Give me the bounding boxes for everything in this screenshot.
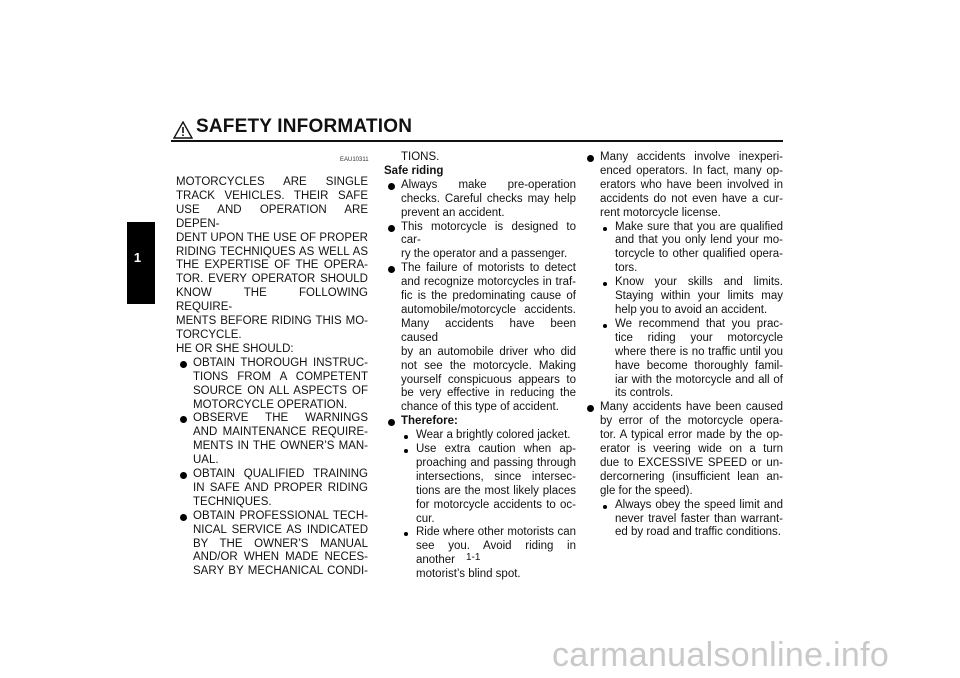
text-line: automobile/motorcycle accidents. [401, 303, 576, 316]
text-line: TIONS FROM A COMPETENT [193, 370, 368, 383]
safety-item [583, 151, 783, 221]
text-line: The failure of motorists to detect [401, 262, 576, 275]
text-line: Always obey the speed limit and [615, 498, 783, 511]
requirement-item [176, 357, 368, 413]
text-line: erators who have been involved in [600, 178, 783, 191]
column-1 [176, 176, 368, 579]
text-line: IN SAFE AND PROPER RIDING [193, 481, 368, 494]
text-line: rent motorcycle license. [600, 206, 721, 219]
text-line: Make sure that you are qualified [615, 220, 783, 233]
text-line: by error of the motorcycle opera- [600, 415, 783, 428]
text-line: Staying within your limits may [615, 290, 783, 303]
text-line: torcycle to other qualified opera- [615, 248, 783, 261]
text-line: cur. [416, 512, 435, 525]
text-line: AND/OR WHEN MADE NECES- [193, 551, 368, 564]
text-line: accidents do not even have a cur- [600, 192, 783, 205]
therefore-label: Therefore: [401, 415, 458, 428]
text-line: Always make pre-operation [401, 178, 576, 191]
requirement-item [176, 412, 368, 468]
intro-line: USE AND OPERATION ARE DEPEN- [176, 203, 368, 230]
bullet-icon [388, 183, 395, 190]
column-2 [384, 151, 576, 582]
chapter-tab [127, 222, 155, 304]
text-line: see you. Avoid riding in another [416, 540, 576, 567]
section-header [171, 116, 783, 142]
intro-line: MOTORCYCLES ARE SINGLE [176, 176, 368, 188]
requirement-item [176, 468, 368, 510]
text-line: TECHNIQUES. [193, 495, 272, 508]
text-line: prevent an accident. [401, 206, 505, 219]
bullet-icon [180, 416, 187, 423]
text-line: where there is no traffic until you [615, 345, 783, 358]
bullet-icon [180, 472, 187, 479]
sub-list-item [583, 499, 783, 541]
text-line: AND MAINTENANCE REQUIRE- [193, 426, 368, 439]
bullet-icon [587, 155, 594, 162]
sub-bullet-icon [603, 505, 607, 509]
text-line: have become thoroughly famil- [615, 359, 783, 372]
sub-list-item [583, 221, 783, 277]
text-line: dercornering (insufficient lean an- [600, 470, 783, 483]
page-number: 1-1 [466, 552, 481, 563]
intro-line: TRACK VEHICLES. THEIR SAFE [176, 189, 368, 202]
text-line: due to EXCESSIVE SPEED or un- [600, 456, 783, 469]
safety-item [384, 221, 576, 263]
intro-line: TORCYCLE. [176, 328, 242, 341]
header-rule [171, 140, 783, 142]
text-line: checks. Careful checks may help [401, 192, 576, 205]
watermark: carmanualsonline.info [552, 636, 890, 674]
sub-bullet-icon [603, 282, 607, 286]
intro-line: KNOW THE FOLLOWING REQUIRE- [176, 287, 368, 314]
sub-bullet-icon [404, 532, 408, 536]
intro-line: RIDING TECHNIQUES AS WELL AS [176, 245, 368, 258]
text-line: Use extra caution when ap- [416, 443, 576, 456]
bullet-icon [180, 361, 187, 368]
text-line: fic is the predominating cause of [401, 290, 576, 303]
bullet-icon [388, 225, 395, 232]
text-line: SOURCE ON ALL ASPECTS OF [193, 384, 368, 397]
section-heading: Safe riding [384, 164, 444, 177]
text-line: tice riding your motorcycle [615, 331, 783, 344]
text-line: and recognize motorcycles in traf- [401, 276, 576, 289]
text-line: Know your skills and limits. [615, 276, 783, 289]
sub-list-item [384, 429, 576, 443]
text-line: motorist’s blind spot. [416, 568, 521, 581]
sub-bullet-icon [404, 435, 408, 439]
text-line: ry the operator and a passenger. [401, 248, 568, 261]
text-line: gle for the speed). [600, 484, 693, 497]
text-line: SARY BY MECHANICAL CONDI- [193, 565, 368, 578]
safety-item [384, 179, 576, 221]
text-line: enced operators. In fact, many op- [600, 164, 783, 177]
text-line: never travel faster than warrant- [615, 512, 783, 525]
continuation-text: TIONS. [401, 151, 440, 163]
text-line: for motorcycle accidents to oc- [416, 498, 576, 511]
text-line: yourself conspicuous appears to [401, 373, 576, 386]
text-line: tor. A typical error made by the op- [600, 429, 783, 442]
sub-list-item [384, 443, 576, 526]
text-line: its controls. [615, 387, 674, 400]
text-line: MOTORCYCLE OPERATION. [193, 398, 348, 411]
text-line: OBTAIN PROFESSIONAL TECH- [193, 509, 368, 522]
intro-line: TOR. EVERY OPERATOR SHOULD [176, 273, 368, 286]
column-3 [583, 151, 783, 540]
text-line: UAL. [193, 454, 219, 467]
text-line: be very effective in reducing the [401, 387, 576, 400]
text-line: Many accidents involve inexperi- [600, 151, 783, 163]
intro-line: MENTS BEFORE RIDING THIS MO- [176, 315, 368, 328]
intro-line: THE EXPERTISE OF THE OPERA- [176, 259, 368, 272]
text-line: This motorcycle is designed to car- [401, 220, 576, 247]
therefore-item [384, 415, 576, 429]
text-line: erator is veering wide on a turn [600, 443, 783, 456]
text-line: by an automobile driver who did [401, 345, 576, 358]
text-line: not see the motorcycle. Making [401, 359, 576, 372]
text-line: tors. [615, 262, 638, 275]
text-line: help you to avoid an accident. [615, 303, 768, 316]
text-line: chance of this type of accident. [401, 401, 559, 414]
text-line: NICAL SERVICE AS INDICATED [193, 523, 368, 536]
bullet-icon [388, 419, 395, 426]
text-line: Many accidents have been caused [401, 317, 576, 344]
warning-triangle-icon [173, 121, 193, 139]
text-line: ed by road and traffic conditions. [615, 526, 782, 539]
sub-list-item [583, 276, 783, 318]
text-line: Wear a brightly colored jacket. [416, 429, 571, 442]
text-line: BY THE OWNER’S MANUAL [193, 537, 368, 550]
text-line: tions are the most likely places [416, 484, 576, 497]
text-line: Many accidents have been caused [600, 401, 783, 414]
sub-list-item [583, 318, 783, 401]
sub-bullet-icon [603, 227, 607, 231]
safety-item [384, 262, 576, 415]
text-line: proaching and passing through [416, 456, 576, 469]
bullet-icon [180, 514, 187, 521]
chapter-tab-label: 1 [133, 250, 142, 265]
text-line: iar with the motorcycle and all of [615, 373, 783, 386]
lead-text: HE OR SHE SHOULD: [176, 342, 294, 355]
bullet-icon [587, 405, 594, 412]
text-line: MENTS IN THE OWNER’S MAN- [193, 440, 368, 453]
page-title: SAFETY INFORMATION [196, 116, 413, 137]
text-line: and that you only lend your mo- [615, 234, 783, 247]
text-line: Ride where other motorists can [416, 526, 576, 539]
text-line: OBTAIN QUALIFIED TRAINING [193, 468, 368, 481]
safety-item [583, 401, 783, 498]
text-line: OBTAIN THOROUGH INSTRUC- [193, 356, 368, 369]
text-line: We recommend that you prac- [615, 317, 783, 330]
requirement-item [176, 510, 368, 580]
text-line: OBSERVE THE WARNINGS [193, 412, 368, 425]
reference-code: EAU10311 [340, 157, 369, 163]
sub-bullet-icon [603, 324, 607, 328]
sub-bullet-icon [404, 449, 408, 453]
intro-line: DENT UPON THE USE OF PROPER [176, 231, 368, 244]
text-line: intersections, since intersec- [416, 470, 576, 483]
bullet-icon [388, 266, 395, 273]
